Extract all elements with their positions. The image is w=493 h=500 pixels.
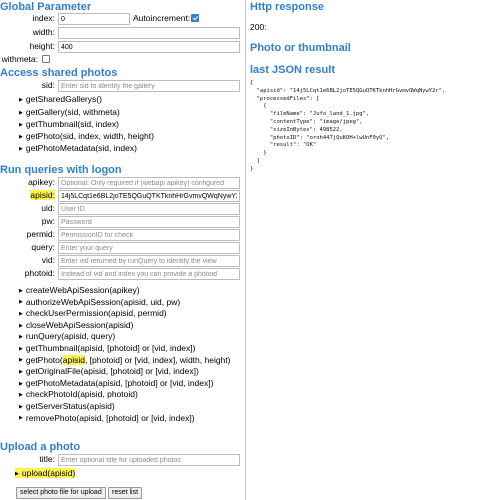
apisid-label: apisid: (30, 190, 55, 200)
fn-get-photo-sid[interactable]: ▶ getPhoto(sid, index, width, height) (19, 131, 154, 141)
uid-label: uid: (41, 203, 55, 213)
http-response-heading: Http response (250, 1, 324, 13)
function-signature: authorizeWebApiSession(apisid, uid, pw) (25, 296, 181, 307)
sid-input[interactable] (58, 80, 240, 92)
fn-get-thumbnail-sid[interactable]: ▶ getThumbnail(sid, index) (19, 119, 119, 129)
uid-input[interactable] (58, 203, 240, 215)
autoincrement-label: Autoincrement: (133, 13, 191, 23)
triangle-right-icon: ▶ (19, 299, 23, 306)
function-signature: getOriginalFile(apisid, [photoid] or [vid, index]) (25, 366, 199, 377)
query-label: query: (31, 242, 55, 252)
triangle-right-icon: ▶ (15, 470, 19, 477)
sid-label: sid: (41, 80, 55, 90)
triangle-right-icon: ▶ (19, 368, 23, 375)
upload-heading: Upload a photo (0, 441, 81, 453)
triangle-right-icon: ▶ (19, 403, 23, 410)
width-label: width: (32, 27, 55, 37)
title-label: title: (39, 454, 55, 464)
vid-input[interactable] (58, 255, 240, 267)
query-input[interactable] (58, 242, 240, 254)
function-signature: runQuery(apisid, query) (25, 331, 116, 342)
permid-input[interactable] (58, 229, 240, 241)
shared-photos-heading: Access shared photos (0, 67, 118, 79)
photoid-input[interactable] (58, 268, 240, 280)
title-input[interactable] (58, 454, 240, 466)
global-parameter-heading: Global Parameter (0, 1, 92, 13)
http-status-text: 200: (250, 22, 267, 32)
function-signature: checkUserPermission(apisid, permid) (25, 308, 167, 319)
withmeta-checkbox[interactable] (42, 55, 50, 63)
autoincrement-checkbox[interactable] (191, 14, 199, 22)
json-result-heading: last JSON result (250, 64, 335, 76)
width-input[interactable] (58, 27, 240, 39)
json-result-text: { "apisid": "14j5LCqt1e6BL2joTE5QGuQTKTknhHrGvmvQWqNywY2r", "processedFiles": [ { "fileName": "Jufo_land_1.jpg", "contentType": "image/jpeg", "sizeInBytes": 498522, "photoID": "oroh447jQuKOH+lwUnF0yQ", "result": "OK" } ] } (250, 80, 446, 172)
panel-divider (245, 0, 246, 500)
function-signature: getPhoto( (25, 354, 63, 365)
triangle-right-icon: ▶ (19, 357, 23, 364)
vid-label: vid: (41, 255, 55, 265)
function-signature: getThumbnail(apisid, [photoid] or [vid, index]) (25, 343, 196, 353)
triangle-right-icon: ▶ (19, 392, 23, 399)
function-signature: getServerStatus(apisid) (25, 401, 115, 411)
triangle-right-icon: ▶ (19, 415, 23, 422)
pw-label: pw: (41, 216, 55, 226)
highlighted-parameter: apisid (62, 354, 85, 365)
triangle-right-icon: ▶ (19, 310, 23, 317)
triangle-right-icon: ▶ (19, 334, 23, 341)
function-signature: removePhoto(apisid, [photoid] or [vid, index]) (25, 412, 195, 423)
triangle-right-icon: ▶ (19, 121, 23, 128)
select-photo-button[interactable]: select photo file for upload (16, 487, 106, 499)
logon-function-item[interactable] (19, 412, 195, 425)
reset-list-button[interactable]: reset list (108, 487, 142, 499)
apikey-label: apikey: (28, 177, 55, 187)
triangle-right-icon: ▶ (19, 345, 23, 352)
triangle-right-icon: ▶ (19, 133, 23, 140)
triangle-right-icon: ▶ (19, 96, 23, 103)
apisid-input[interactable] (58, 190, 240, 202)
fn-get-shared-gallerys[interactable]: ▶ getSharedGallerys() (19, 94, 102, 104)
triangle-right-icon: ▶ (19, 145, 23, 152)
left-panel (0, 0, 245, 500)
withmeta-label: withmeta: (1, 54, 38, 64)
apikey-input[interactable] (58, 177, 240, 189)
index-label: index: (32, 13, 55, 23)
fn-get-photo-metadata-sid[interactable]: ▶ getPhotoMetadata(sid, index) (19, 143, 137, 153)
function-signature: closeWebApiSession(apisid) (25, 319, 134, 330)
triangle-right-icon: ▶ (19, 322, 23, 329)
triangle-right-icon: ▶ (19, 380, 23, 387)
triangle-right-icon: ▶ (19, 287, 23, 294)
function-signature-rest: , [photoid] or [vid, index], width, height) (84, 354, 231, 365)
fn-get-gallery[interactable]: ▶ getGallery(sid, withmeta) (19, 107, 120, 117)
logon-queries-heading: Run queries with logon (0, 164, 122, 176)
height-label: height: (29, 41, 55, 51)
function-signature: checkPhotoId(apisid, photoid) (25, 389, 138, 400)
triangle-right-icon: ▶ (19, 109, 23, 116)
height-input[interactable] (58, 41, 240, 53)
permid-label: permid: (26, 229, 55, 239)
pw-input[interactable] (58, 216, 240, 228)
right-panel (250, 0, 493, 500)
function-signature: getPhotoMetadata(apisid, [photoid] or [vid, index]) (25, 377, 214, 388)
photoid-label: photoid: (24, 268, 55, 278)
photo-thumbnail-heading: Photo or thumbnail (250, 42, 351, 54)
function-signature: createWebApiSession(apikey) (25, 285, 140, 295)
fn-upload[interactable]: ▶ upload(apisid) (15, 468, 76, 478)
index-input[interactable] (58, 13, 130, 25)
